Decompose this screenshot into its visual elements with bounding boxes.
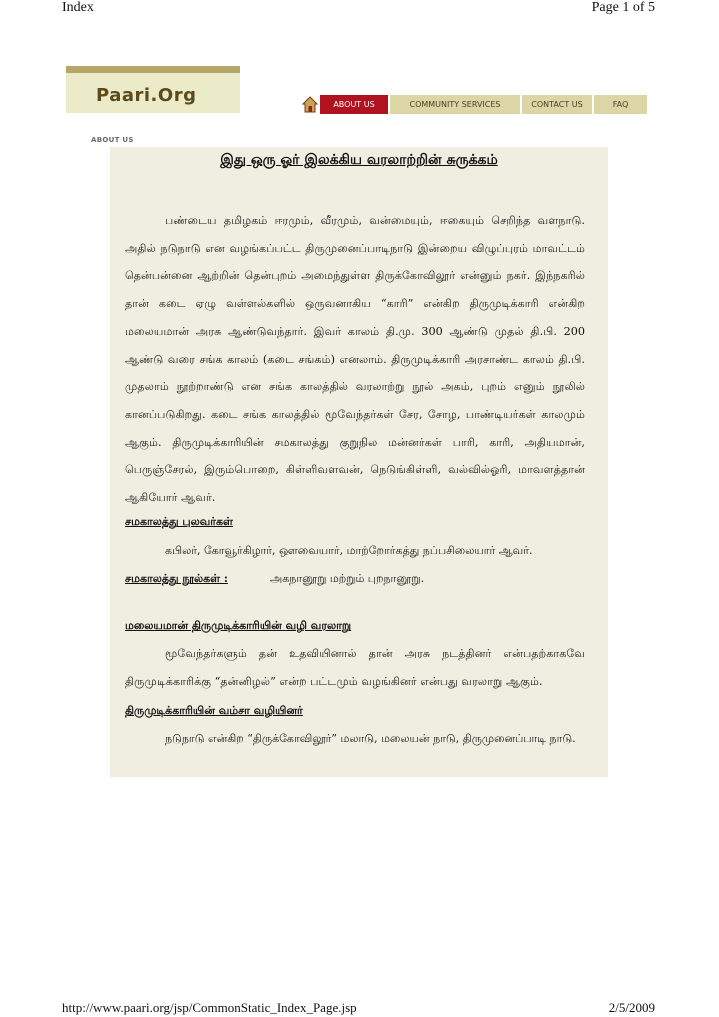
print-header-title: Index bbox=[62, 0, 94, 15]
article-panel bbox=[110, 147, 608, 777]
lineage-line: நடுநாடு என்கிற “திருக்கோவிலூர்” மலாடு, மலையன் நாடு, திருமுனைப்பாடி நாடு. bbox=[165, 732, 576, 745]
works-heading: சமகாலத்து நூல்கள் : bbox=[125, 572, 228, 585]
nav-community-services[interactable]: COMMUNITY SERVICES bbox=[390, 95, 520, 114]
logo-text: Paari.Org bbox=[96, 85, 197, 106]
nav-faq[interactable]: FAQ bbox=[594, 95, 647, 114]
poets-list: கபிலர், கோவூர்கிழார், ஔவையார், மாற்றோர்கத்து நப்பசிலையார் ஆவர். bbox=[165, 544, 533, 557]
history-heading: மலையமான் திருமுடிக்காரியின் வழி வரலாறு bbox=[125, 619, 352, 632]
home-icon[interactable] bbox=[302, 96, 318, 114]
poets-heading: சமகாலத்து புலவர்கள் bbox=[125, 515, 233, 528]
article-title: இது ஒரு ஓர் இலக்கிய வரலாற்றின் சுருக்கம் bbox=[220, 152, 498, 168]
works-list: அகநானூறு மற்றும் புறநானூறு. bbox=[270, 572, 425, 585]
print-footer-date: 2/5/2009 bbox=[608, 1000, 655, 1015]
article-paragraph-2: மூவேந்தர்களும் தன் உதவியினால் தான் அரசு நடத்தினர் என்பதற்காகவே திருமுடிக்காரிக்கு “தன்னிழல்” என்ற பட்டமும் வழங்கினர் என்பது வரலாறு ஆகும். bbox=[125, 647, 585, 688]
lineage-heading: திருமுடிக்காரியின் வம்சா வழியினர் bbox=[125, 704, 303, 717]
print-page-number: Page 1 of 5 bbox=[591, 0, 655, 15]
nav-about-us[interactable]: ABOUT US bbox=[320, 95, 388, 114]
article-paragraph-1: பண்டைய தமிழகம் ஈரமும், வீரமும், வன்மையும், ஈகையும் செறிந்த வளநாடு. அதில் நடுநாடு என வழங்கப்பட்ட திருமுனைப்பாடிநாடு இன்றைய விழுப்புரம் மாவட்டம் தென்பன்னை ஆற்றின் தென்புறம் அமைந்துள்ள திருக்கோவிலூர் என்னும் நகர். இந்நகரில் தான் கடை ஏழு வள்ளல்களில் ஒருவனாகிய “காரி” என்கிற திருமுடிக்காரி என்கிற மலையமான் அரசு ஆண்டுவந்தார். இவர் காலம் தி.மு. 300 ஆண்டு முதல் தி.பி. 200 ஆண்டு வரை சங்க காலம் (கடை சங்கம்) எனலாம். திருமுடிக்காரி அரசாண்ட காலம் தி.பி. முதலாம் நூற்றாண்டு என சங்க காலத்தில் வரலாற்று நூல் அகம், புறம் எனும் நூலில் கானப்படுகிறது. கடை சங்க காலத்தில் மூவேந்தர்கள் சேர, சோழ, பாண்டியர்கள் காலமும் ஆகும். திருமுடிக்காரியின் சமகாலத்து குறுநில மன்னர்கள் பாரி, காரி, அதியமான், பெருஞ்சேரல், இரும்பொறை, கிள்ளிவளவன், நெடுங்கிள்ளி, வல்வில்ஓரி, மாவளத்தான் ஆகியோர் ஆவர். bbox=[125, 214, 585, 505]
nav-contact-us[interactable]: CONTACT US bbox=[522, 95, 592, 114]
site-logo[interactable] bbox=[66, 66, 240, 113]
section-label: ABOUT US bbox=[91, 136, 134, 144]
print-footer-url: http://www.paari.org/jsp/CommonStatic_Index_Page.jsp bbox=[62, 1000, 357, 1015]
